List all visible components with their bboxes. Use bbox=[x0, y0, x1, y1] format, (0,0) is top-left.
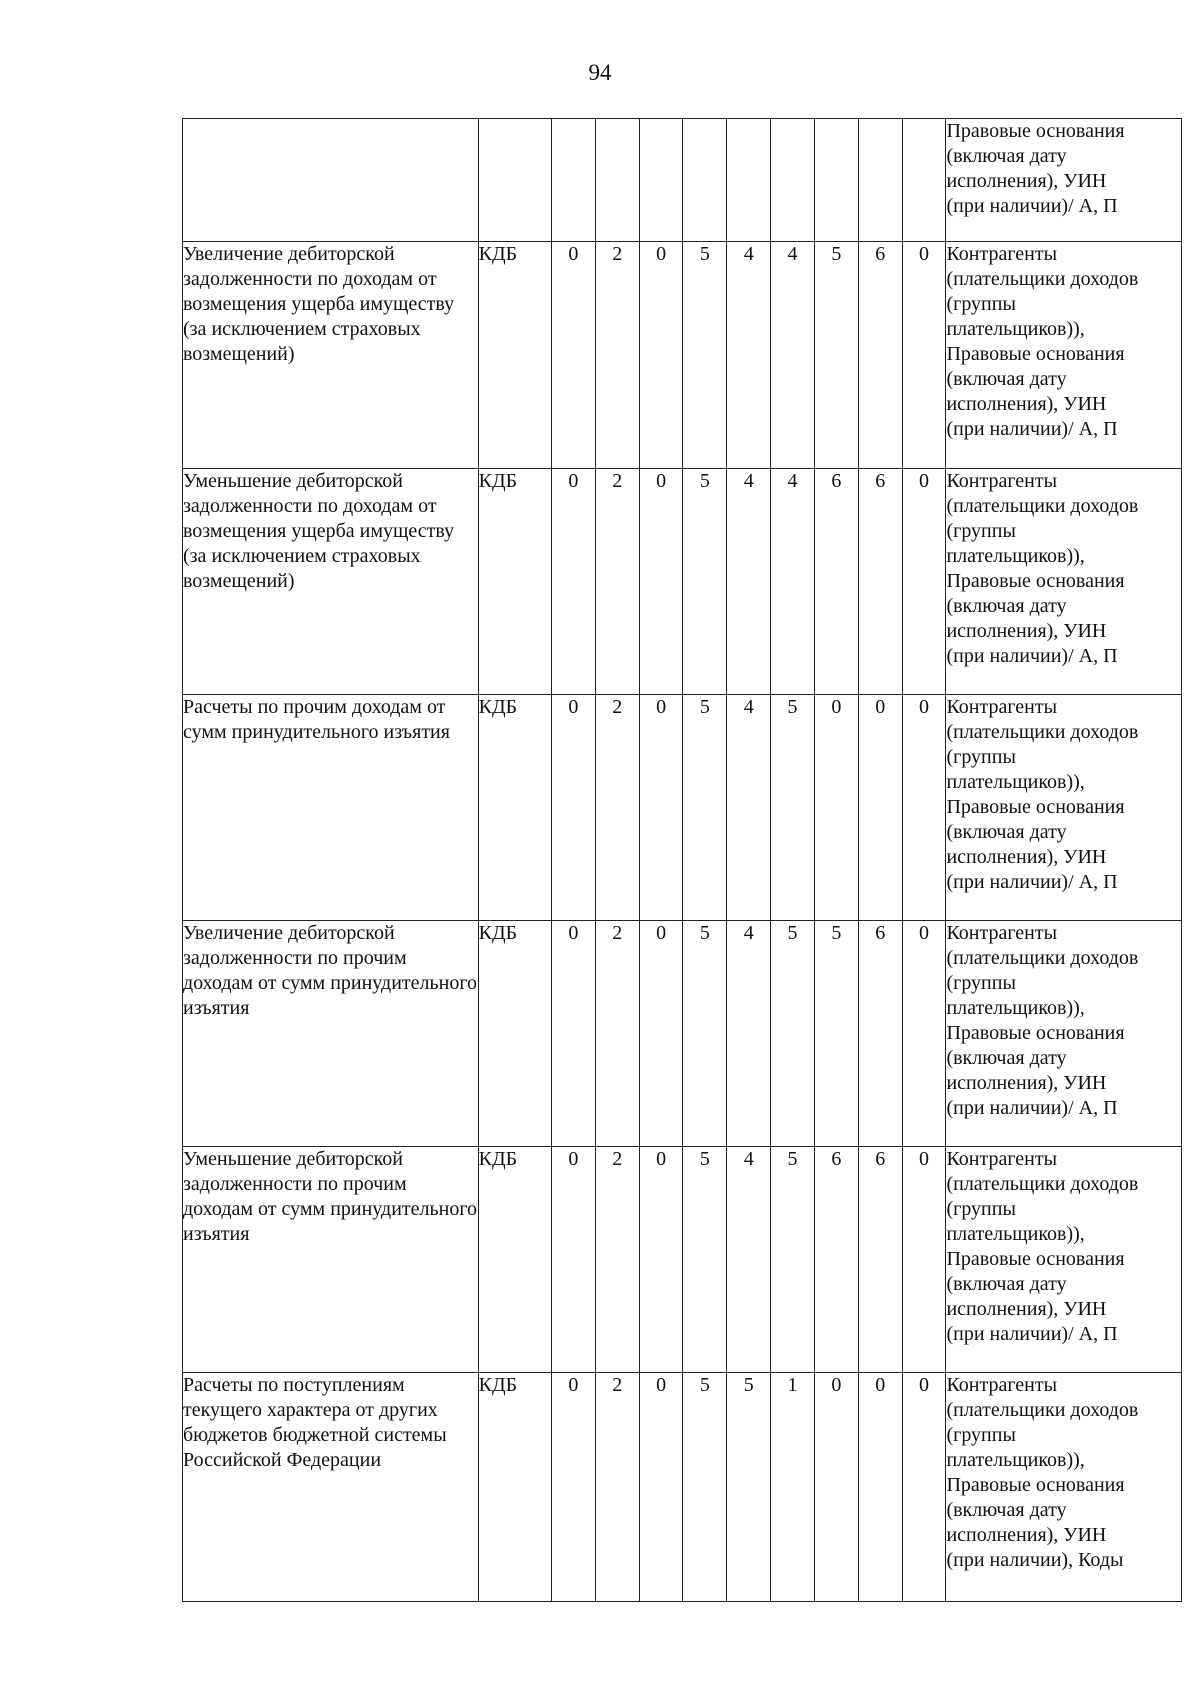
account-name-cell: Уменьшение дебиторской задолженности по доходам от возмещения ущерба имуществу (за исключением страховых возмещений) bbox=[183, 469, 479, 695]
attribute-line: плательщиков)), bbox=[946, 997, 1085, 1019]
attribute-line: (при наличии), Коды bbox=[946, 1549, 1124, 1571]
digit-cell: 2 bbox=[595, 1373, 639, 1602]
attribute-line: Правовые основания bbox=[946, 343, 1125, 365]
attribute-line: (включая дату bbox=[946, 1273, 1067, 1295]
digit-cell: 0 bbox=[639, 242, 683, 469]
table-row bbox=[183, 695, 1182, 921]
digit-cell: 2 bbox=[595, 921, 639, 1147]
digit-cell: 6 bbox=[858, 1147, 902, 1373]
digit-cell bbox=[683, 119, 727, 242]
attribute-line: Правовые основания bbox=[946, 1248, 1125, 1270]
attribute-line: плательщиков)), bbox=[946, 771, 1085, 793]
digit-cell: 0 bbox=[552, 469, 596, 695]
attribute-line: исполнения), УИН bbox=[946, 1298, 1107, 1320]
digit-cell: 0 bbox=[639, 1147, 683, 1373]
digit-cell: 5 bbox=[727, 1373, 771, 1602]
digit-cell: 0 bbox=[814, 1373, 858, 1602]
attribute-line: (включая дату bbox=[946, 1499, 1067, 1521]
digit-cell: 5 bbox=[683, 1373, 727, 1602]
attribute-line: Контрагенты bbox=[946, 696, 1058, 718]
code-cell: КДБ bbox=[478, 921, 551, 1147]
digit-cell: 2 bbox=[595, 695, 639, 921]
attribute-line: (плательщики доходов bbox=[946, 947, 1139, 969]
attribute-line: Правовые основания bbox=[946, 120, 1125, 142]
attribute-line: (при наличии)/ А, П bbox=[946, 1097, 1118, 1119]
attribute-line: Контрагенты bbox=[946, 243, 1058, 265]
digit-cell: 4 bbox=[727, 695, 771, 921]
attribute-line: (включая дату bbox=[946, 1047, 1067, 1069]
code-cell: КДБ bbox=[478, 1373, 551, 1602]
digit-cell: 5 bbox=[683, 242, 727, 469]
attribute-line: плательщиков)), bbox=[946, 545, 1085, 567]
digit-cell: 0 bbox=[552, 1147, 596, 1373]
attribute-line: (группы bbox=[946, 746, 1016, 768]
digit-cell: 2 bbox=[595, 242, 639, 469]
digit-cell: 0 bbox=[639, 1373, 683, 1602]
code-cell bbox=[478, 119, 551, 242]
analytics-attributes-cell bbox=[946, 1373, 1182, 1602]
attribute-line: плательщиков)), bbox=[946, 1449, 1085, 1471]
attribute-line: (плательщики доходов bbox=[946, 1399, 1139, 1421]
code-cell: КДБ bbox=[478, 695, 551, 921]
digit-cell: 5 bbox=[771, 695, 815, 921]
attribute-line: (при наличии)/ А, П bbox=[946, 645, 1118, 667]
digit-cell bbox=[552, 119, 596, 242]
digit-cell bbox=[595, 119, 639, 242]
digit-cell: 5 bbox=[683, 695, 727, 921]
attribute-line: (включая дату bbox=[946, 368, 1067, 390]
digit-cell: 5 bbox=[683, 921, 727, 1147]
attribute-line: (плательщики доходов bbox=[946, 268, 1139, 290]
attribute-line: плательщиков)), bbox=[946, 1223, 1085, 1245]
digit-cell: 4 bbox=[727, 1147, 771, 1373]
digit-cell: 4 bbox=[771, 242, 815, 469]
attribute-line: исполнения), УИН bbox=[946, 170, 1107, 192]
digit-cell: 0 bbox=[639, 469, 683, 695]
table-row bbox=[183, 469, 1182, 695]
digit-cell: 5 bbox=[814, 921, 858, 1147]
digit-cell: 4 bbox=[771, 469, 815, 695]
analytics-attributes-cell bbox=[946, 1147, 1182, 1373]
attribute-line: (группы bbox=[946, 520, 1016, 542]
analytics-attributes-cell bbox=[946, 242, 1182, 469]
code-cell: КДБ bbox=[478, 469, 551, 695]
analytics-attributes-cell bbox=[946, 695, 1182, 921]
attribute-line: Контрагенты bbox=[946, 1374, 1058, 1396]
account-name-cell: Увеличение дебиторской задолженности по доходам от возмещения ущерба имуществу (за исключением страховых возмещений) bbox=[183, 242, 479, 469]
digit-cell: 6 bbox=[858, 921, 902, 1147]
digit-cell: 0 bbox=[858, 695, 902, 921]
digit-cell: 0 bbox=[902, 695, 946, 921]
code-cell: КДБ bbox=[478, 1147, 551, 1373]
attribute-line: исполнения), УИН bbox=[946, 1072, 1107, 1094]
digit-cell: 0 bbox=[902, 1373, 946, 1602]
digit-cell: 0 bbox=[902, 469, 946, 695]
table-row bbox=[183, 242, 1182, 469]
digit-cell: 5 bbox=[683, 469, 727, 695]
digit-cell: 0 bbox=[902, 242, 946, 469]
digit-cell: 4 bbox=[727, 242, 771, 469]
digit-cell: 6 bbox=[814, 469, 858, 695]
analytics-attributes-cell bbox=[946, 921, 1182, 1147]
digit-cell bbox=[727, 119, 771, 242]
digit-cell: 5 bbox=[683, 1147, 727, 1373]
digit-cell: 6 bbox=[858, 242, 902, 469]
attribute-line: (плательщики доходов bbox=[946, 1173, 1139, 1195]
digit-cell: 0 bbox=[902, 921, 946, 1147]
attribute-line: (группы bbox=[946, 293, 1016, 315]
attribute-line: (включая дату bbox=[946, 145, 1067, 167]
digit-cell bbox=[814, 119, 858, 242]
table-row bbox=[183, 921, 1182, 1147]
digit-cell bbox=[639, 119, 683, 242]
attribute-line: (при наличии)/ А, П bbox=[946, 418, 1118, 440]
digit-cell: 2 bbox=[595, 469, 639, 695]
attribute-line: исполнения), УИН bbox=[946, 620, 1107, 642]
digit-cell: 4 bbox=[727, 921, 771, 1147]
attribute-line: (включая дату bbox=[946, 821, 1067, 843]
table-header-row bbox=[183, 119, 1182, 242]
digit-cell: 0 bbox=[552, 695, 596, 921]
attribute-line: Правовые основания bbox=[946, 1022, 1125, 1044]
digit-cell: 0 bbox=[552, 1373, 596, 1602]
digit-cell: 0 bbox=[858, 1373, 902, 1602]
table-row bbox=[183, 1147, 1182, 1373]
page-number: 94 bbox=[588, 60, 612, 85]
attribute-line: Правовые основания bbox=[946, 796, 1125, 818]
attribute-line: Контрагенты bbox=[946, 1148, 1058, 1170]
attribute-line: Правовые основания bbox=[946, 570, 1125, 592]
digit-cell: 0 bbox=[552, 921, 596, 1147]
attribute-line: (группы bbox=[946, 1424, 1016, 1446]
digit-cell: 6 bbox=[814, 1147, 858, 1373]
digit-cell: 1 bbox=[771, 1373, 815, 1602]
digit-cell: 2 bbox=[595, 1147, 639, 1373]
digit-cell: 6 bbox=[858, 469, 902, 695]
attribute-line: (плательщики доходов bbox=[946, 721, 1139, 743]
digit-cell bbox=[902, 119, 946, 242]
attribute-line: (группы bbox=[946, 972, 1016, 994]
digit-cell: 0 bbox=[639, 921, 683, 1147]
analytics-attributes-cell bbox=[946, 469, 1182, 695]
digit-cell: 0 bbox=[639, 695, 683, 921]
account-name-cell: Увеличение дебиторской задолженности по прочим доходам от сумм принудительного изъятия bbox=[183, 921, 479, 1147]
digit-cell bbox=[771, 119, 815, 242]
digit-cell: 5 bbox=[771, 1147, 815, 1373]
code-cell: КДБ bbox=[478, 242, 551, 469]
attribute-line: (плательщики доходов bbox=[946, 495, 1139, 517]
account-name-cell bbox=[183, 119, 479, 242]
table-row bbox=[183, 1373, 1182, 1602]
attribute-line: Контрагенты bbox=[946, 922, 1058, 944]
attribute-line: исполнения), УИН bbox=[946, 1524, 1107, 1546]
account-name-cell: Расчеты по поступлениям текущего характера от других бюджетов бюджетной системы Российской Федерации bbox=[183, 1373, 479, 1602]
attribute-line: Правовые основания bbox=[946, 1474, 1125, 1496]
digit-cell: 0 bbox=[902, 1147, 946, 1373]
digit-cell: 5 bbox=[814, 242, 858, 469]
digit-cell: 0 bbox=[552, 242, 596, 469]
attribute-line: (включая дату bbox=[946, 595, 1067, 617]
digit-cell bbox=[858, 119, 902, 242]
attribute-line: (группы bbox=[946, 1198, 1016, 1220]
digit-cell: 4 bbox=[727, 469, 771, 695]
digit-cell: 5 bbox=[771, 921, 815, 1147]
attribute-line: (при наличии)/ А, П bbox=[946, 195, 1118, 217]
analytics-attributes-cell bbox=[946, 119, 1182, 242]
accounting-table bbox=[182, 118, 1182, 1602]
attribute-line: (при наличии)/ А, П bbox=[946, 871, 1118, 893]
attribute-line: (при наличии)/ А, П bbox=[946, 1323, 1118, 1345]
attribute-line: исполнения), УИН bbox=[946, 846, 1107, 868]
attribute-line: Контрагенты bbox=[946, 470, 1058, 492]
account-name-cell: Уменьшение дебиторской задолженности по прочим доходам от сумм принудительного изъятия bbox=[183, 1147, 479, 1373]
digit-cell: 0 bbox=[814, 695, 858, 921]
account-name-cell: Расчеты по прочим доходам от сумм принудительного изъятия bbox=[183, 695, 479, 921]
attribute-line: исполнения), УИН bbox=[946, 393, 1107, 415]
attribute-line: плательщиков)), bbox=[946, 318, 1085, 340]
